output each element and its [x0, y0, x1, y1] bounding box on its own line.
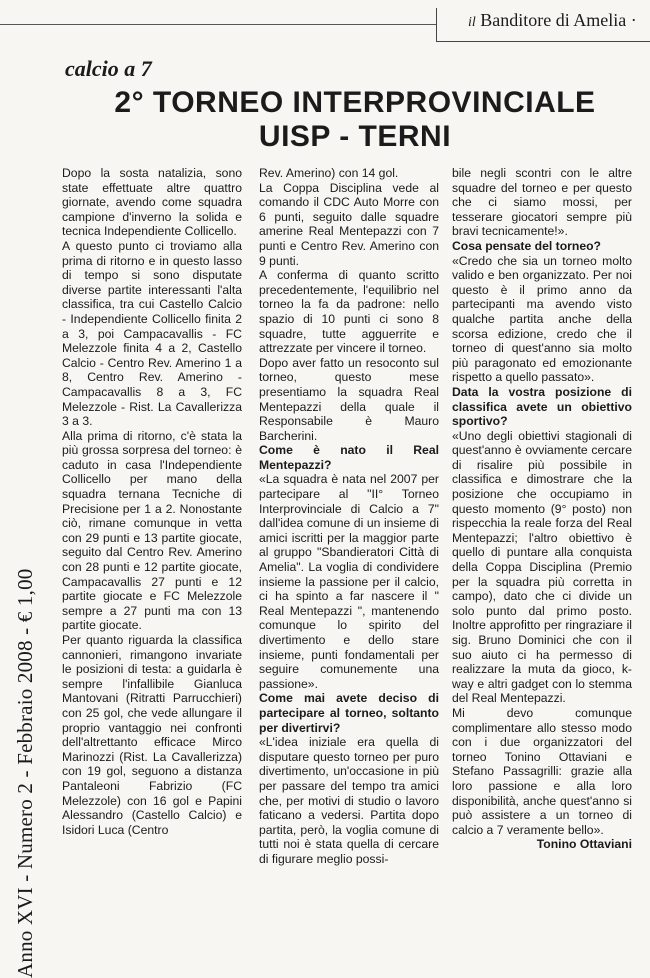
interview-answer: «L'idea iniziale era quella di disputare questo torneo per puro divertimento, un'occasione in più per passare del tempo tra amici che, per motivi di studio o lavoro faticano a vedersi. Partita dopo partita, però, la voglia comune di tutti noi è stata quella di cercare di figurare meglio possi- — [259, 735, 439, 866]
paragraph: Per quanto riguarda la classifica cannonieri, rimangono invariate le posizioni di testa: a guidarla è sempre l'infallibile Gianluca Mantovani (Ritratti Parrucchieri) con 25 gol, che vede allungare il proprio vantaggio nei confronti dell'altrettanto efficace Mirco Marinozzi (Rist. La Cavallerizza) con 19 gol, seguono a distanza Pantaleoni Fabrizio (FC Melezzole) con 16 gol e Papini Alessandro (Castello Calcio) e Isidori Luca (Centro — [62, 633, 242, 837]
paragraph: Alla prima di ritorno, c'è stata la più grossa sorpresa del torneo: è caduto in casa l'Independiente Collicello per mano della squadra ternana Tecniche di Precisione per 1 a 2. Nonostante ciò, rimane comunque in vetta con 29 punti e 13 partite giocate, seguito dal Centro Rev. Amerino con 28 punti e 12 partite giocate, Campacavallis 27 punti e 12 partite giocate e FC Melezzole sempre a 27 punti ma con 13 partite giocate. — [62, 428, 242, 633]
paragraph: Rev. Amerino) con 14 gol. — [259, 166, 399, 180]
masthead-prefix: il — [468, 15, 476, 30]
interview-answer: «La squadra è nata nel 2007 per partecipare al "II° Torneo Interprovinciale di Calcio a 7" dall'idea comune di un insieme di amici iscritti per la maggior parte al gruppo "Sbandieratori Città di Amelia". La voglia di condividere insieme la passione per il calcio, ci ha spinto a far nascere il " Real Mentepazzi ", mantenendo comunque lo spirito del divertimento e dello stare insieme, punti fondamentali per seguire comunemente una passione». — [259, 472, 439, 691]
interview-question: Come mai avete deciso di partecipare al torneo, soltanto per divertirvi? — [259, 691, 439, 735]
interview-answer: Mi devo comunque complimentare allo stesso modo con i due organizzatori del torneo Tonino Ottaviani e Stefano Passagrilli: grazie alla loro passione e alla loro disponibilità, anche quest'anno si può assistere a un torneo di calcio a 7 veramente bello». — [452, 705, 632, 837]
paragraph: Dopo aver fatto un resoconto sul torneo, questo mese presentiamo la squadra Real Mentepazzi della quale il Responsabile è Mauro Barcherini. — [259, 355, 439, 443]
header-rule — [0, 24, 436, 25]
interview-question: Cosa pensate del torneo? — [452, 238, 601, 253]
column-3 — [452, 166, 632, 852]
column-1 — [62, 166, 242, 837]
paragraph: A questo punto ci troviamo alla prima di ritorno e in questo lasso di tempo si sono disputate diverse partite interessanti l'alta classifica, tra cui Castello Calcio - Independiente Collicello finita 2 a 3, poi Campacavallis - FC Melezzole finita 4 a 2, Castello Calcio - Centro Rev. Amerino 1 a 8, Centro Rev. Amerino - Campacavallis 8 a 3, FC Melezzole - Rist. La Cavallerizza 3 a 3. — [62, 238, 242, 429]
masthead-name: Banditore di Amelia — [480, 10, 627, 30]
author-signature: Tonino Ottaviani — [536, 837, 632, 852]
paragraph: La Coppa Disciplina vede al comando il CDC Auto Morre con 6 punti, seguito dalle squadre amerine Real Mentepazzi con 7 punti e Centro Rev. Amerino con 9 punti. — [259, 180, 439, 268]
interview-answer: «Credo che sia un torneo molto valido e ben organizzato. Per noi questo è il primo anno da partecipanti ma avendo visto qualche partita anche della scorsa edizione, credo che il torneo di quest'anno sia molto più paragonato ed emozionante rispetto a quello passato». — [452, 253, 632, 385]
article-title — [60, 86, 650, 154]
issue-info: Anno XVI - Numero 2 - Febbraio 2008 - € 1,00 — [13, 568, 37, 978]
interview-question: Come è nato il Real Mentepazzi? — [259, 443, 439, 472]
masthead-dot: · — [630, 10, 637, 30]
interview-question: Data la vostra posizione di classifica avete un obiettivo sportivo? — [452, 384, 632, 429]
title-line-1: 2° TORNEO INTERPROVINCIALE — [114, 86, 596, 119]
masthead — [468, 10, 637, 31]
interview-answer: «Uno degli obiettivi stagionali di quest'anno è ovviamente cercare di risalire più possibile in classifica e dimostrare che la posizione che occupiamo in questo momento (9° posto) non rispecchia la reale forza del Real Mentepazzi; l'altro obiettivo è quello di puntare alla conquista della Coppa Disciplina (Premio per la squadra più corretta in campo), dato che ci divide un solo punto dal primo posto. Inoltre approfitto per ringraziare il sig. Bruno Dominici che con il suo aiuto ci ha permesso di realizzare la muta da gioco, k-way e altri gadget con lo stemma del Real Mentepazzi. — [452, 428, 632, 706]
interview-answer: bile negli scontri con le altre squadre del torneo e per questo che ci siamo mossi, per tesserare giocatori sempre più bravi tecnicamente!». — [452, 166, 632, 239]
paragraph: Dopo la sosta natalizia, sono state effettuate altre quattro giornate, avendo come squadra campione d'inverno la solida e tecnica Independiente Collicello. — [62, 166, 242, 239]
section-label: calcio a 7 — [65, 56, 152, 81]
title-line-2: UISP - TERNI — [258, 120, 452, 153]
column-2 — [259, 166, 439, 867]
paragraph: A conferma di quanto scritto precedentemente, l'equilibrio nel torneo la fa da padrone: nello spazio di 10 punti ci sono 8 squadre, tutte agguerrite e attrezzate per vincere il torneo. — [259, 268, 439, 356]
